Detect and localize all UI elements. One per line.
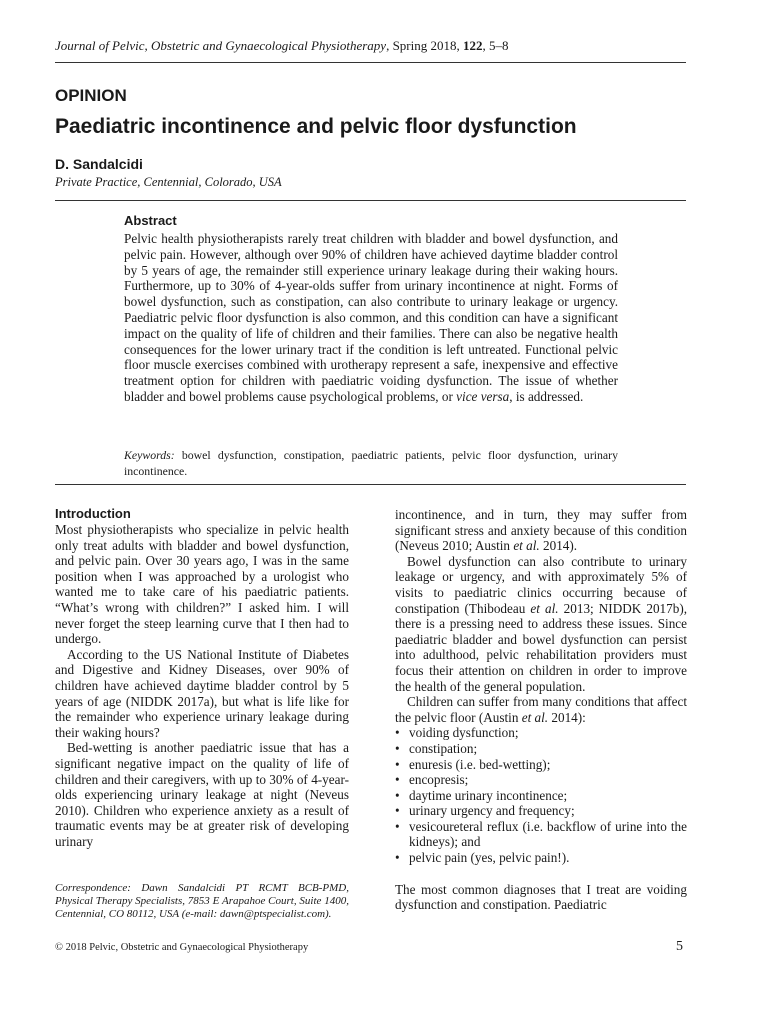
list-item-text: constipation;	[409, 740, 478, 756]
list-item	[395, 788, 687, 804]
list-item-text: enuresis (i.e. bed-wetting);	[409, 756, 551, 772]
abstract-heading: Abstract	[124, 213, 177, 228]
paragraph-text: Bowel dysfunction can also contribute to urinary leakage or urgency, and with approximately 5% of visits to paediatric clinics occurring because of constipation (Thibodeau	[395, 553, 687, 616]
list-item-text: encopresis;	[409, 772, 469, 788]
paragraph	[395, 554, 687, 694]
list-item	[395, 772, 687, 788]
keywords-list: bowel dysfunction, constipation, paediatric patients, pelvic floor dysfunction, urinary incontinence.	[124, 448, 618, 478]
body-column-right	[395, 507, 687, 913]
article-title: Paediatric incontinence and pelvic floor dysfunction	[55, 115, 577, 138]
keywords	[124, 447, 618, 479]
list-item-text: daytime urinary incontinence;	[409, 787, 568, 803]
bullet-icon: •	[395, 850, 400, 866]
journal-issue: , Spring 2018,	[386, 38, 463, 53]
paragraph-emphasis: et al.	[521, 709, 549, 725]
paragraph: The most common diagnoses that I treat are voiding dysfunction and constipation. Paediatric	[395, 881, 687, 913]
header-rule	[55, 62, 686, 63]
body-column-left	[55, 522, 349, 849]
bullet-icon: •	[395, 756, 400, 772]
bullet-icon: •	[395, 818, 400, 834]
page-number: 5	[676, 939, 683, 954]
correspondence-note: Correspondence: Dawn Sandalcidi PT RCMT BCB-PMD, Physical Therapy Specialists, 7853 E Arapahoe Court, Suite 1400, Centennial, CO 80112, USA (e-mail: dawn@ptspecialist.com).	[55, 882, 349, 920]
abstract-text-emphasis: vice versa	[456, 388, 510, 404]
keywords-label: Keywords:	[124, 448, 175, 462]
list-item-text: urinary urgency and frequency;	[409, 803, 575, 819]
list-item	[395, 850, 687, 866]
paragraph-emphasis: et al.	[513, 538, 540, 554]
bullet-icon: •	[395, 772, 400, 788]
journal-citation	[55, 38, 508, 54]
bullet-icon: •	[395, 803, 400, 819]
journal-name: Journal of Pelvic, Obstetric and Gynaecological Physiotherapy	[55, 38, 387, 53]
paragraph: Bed-wetting is another paediatric issue that has a significant negative impact on the quality of life of children and their caregivers, with up to 30% of 4-year-olds experiencing urinary leakage at night (Neveus 2010). Children who experience anxiety as a result of traumatic events may be at greater risk of developing urinary	[55, 740, 349, 849]
list-item	[395, 741, 687, 757]
list-item	[395, 725, 687, 741]
title-rule	[55, 200, 686, 201]
journal-pages: , 5–8	[482, 38, 509, 53]
bullet-icon: •	[395, 725, 400, 741]
author-name: D. Sandalcidi	[55, 156, 143, 172]
author-affiliation: Private Practice, Centennial, Colorado, USA	[55, 175, 282, 189]
introduction-heading: Introduction	[55, 506, 131, 521]
paragraph-emphasis: et al.	[530, 600, 559, 616]
abstract-text-part: , is addressed.	[509, 388, 584, 404]
list-item-text: vesicoureteral reflux (i.e. backflow of urine into the kidneys); and	[409, 818, 687, 850]
list-item	[395, 803, 687, 819]
paragraph-text: incontinence, and in turn, they may suffer from significant stress and anxiety because of this condition (Neveus 2010; Austin	[395, 507, 687, 554]
paragraph-text: 2013; NIDDK 2017b), there is a pressing need to address these issues. Since paediatric bladder and bowel dysfunction can persist into adulthood, pelvic rehabilitation providers must focus their attention on children in order to improve the health of the general population.	[395, 600, 688, 694]
list-item-text: voiding dysfunction;	[409, 725, 519, 741]
list-item	[395, 757, 687, 773]
section-label: OPINION	[55, 86, 127, 105]
paragraph	[395, 507, 687, 554]
abstract-text	[124, 231, 618, 405]
list-item	[395, 819, 687, 850]
paragraph-text: 2014):	[548, 709, 586, 725]
journal-volume: 122	[462, 38, 483, 53]
list-item-text: pelvic pain (yes, pelvic pain!).	[409, 850, 570, 866]
paragraph: According to the US National Institute of Diabetes and Digestive and Kidney Diseases, over 90% of children have achieved daytime bladder control by 5 years of age (NIDDK 2017a), but what is life like for the remainder who experience urinary leakage during their waking hours?	[55, 646, 349, 740]
paragraph-text: 2014).	[539, 538, 578, 554]
paragraph: Most physiotherapists who specialize in pelvic health only treat adults with bladder and bowel dysfunction, and pelvic pain. Over 30 years ago, I was in the same position when I was approached by a urologist who wanted me to take care of his paediatric patients. “What’s wrong with children?” I asked him. I will never forget the steep learning curve that I then had to undergo.	[55, 522, 349, 647]
bullet-icon: •	[395, 740, 400, 756]
bullet-icon: •	[395, 787, 400, 803]
paragraph-text: Children can suffer from many conditions that affect the pelvic floor (Austin	[395, 694, 687, 725]
conditions-list	[395, 725, 687, 865]
abstract-text-part: Pelvic health physiotherapists rarely treat children with bladder and bowel dysfunction, and pelvic pain. However, although over 90% of children have achieved daytime bladder control by 5 years of age, the remainder still experience urinary leakage during their waking hours. Furthermore, up to 30% of 4-year-olds suffer from urinary incontinence at night. Forms of bowel dysfunction, such as constipation, can also contribute to urinary leakage or urgency. Paediatric pelvic floor dysfunction is also common, and this condition can have a significant impact on the quality of life of children and their families. There can also be negative health consequences for the lower urinary tract if the condition is left untreated. Functional pelvic floor muscle exercises combined with urotherapy represent a safe, inexpensive and effective treatment option for children with paediatric voiding dysfunction. The issue of whether bladder and bowel problems cause psychological problems, or	[124, 231, 618, 404]
paragraph	[395, 694, 687, 725]
abstract-rule	[55, 484, 686, 485]
copyright-notice: © 2018 Pelvic, Obstetric and Gynaecological Physiotherapy	[55, 942, 309, 953]
